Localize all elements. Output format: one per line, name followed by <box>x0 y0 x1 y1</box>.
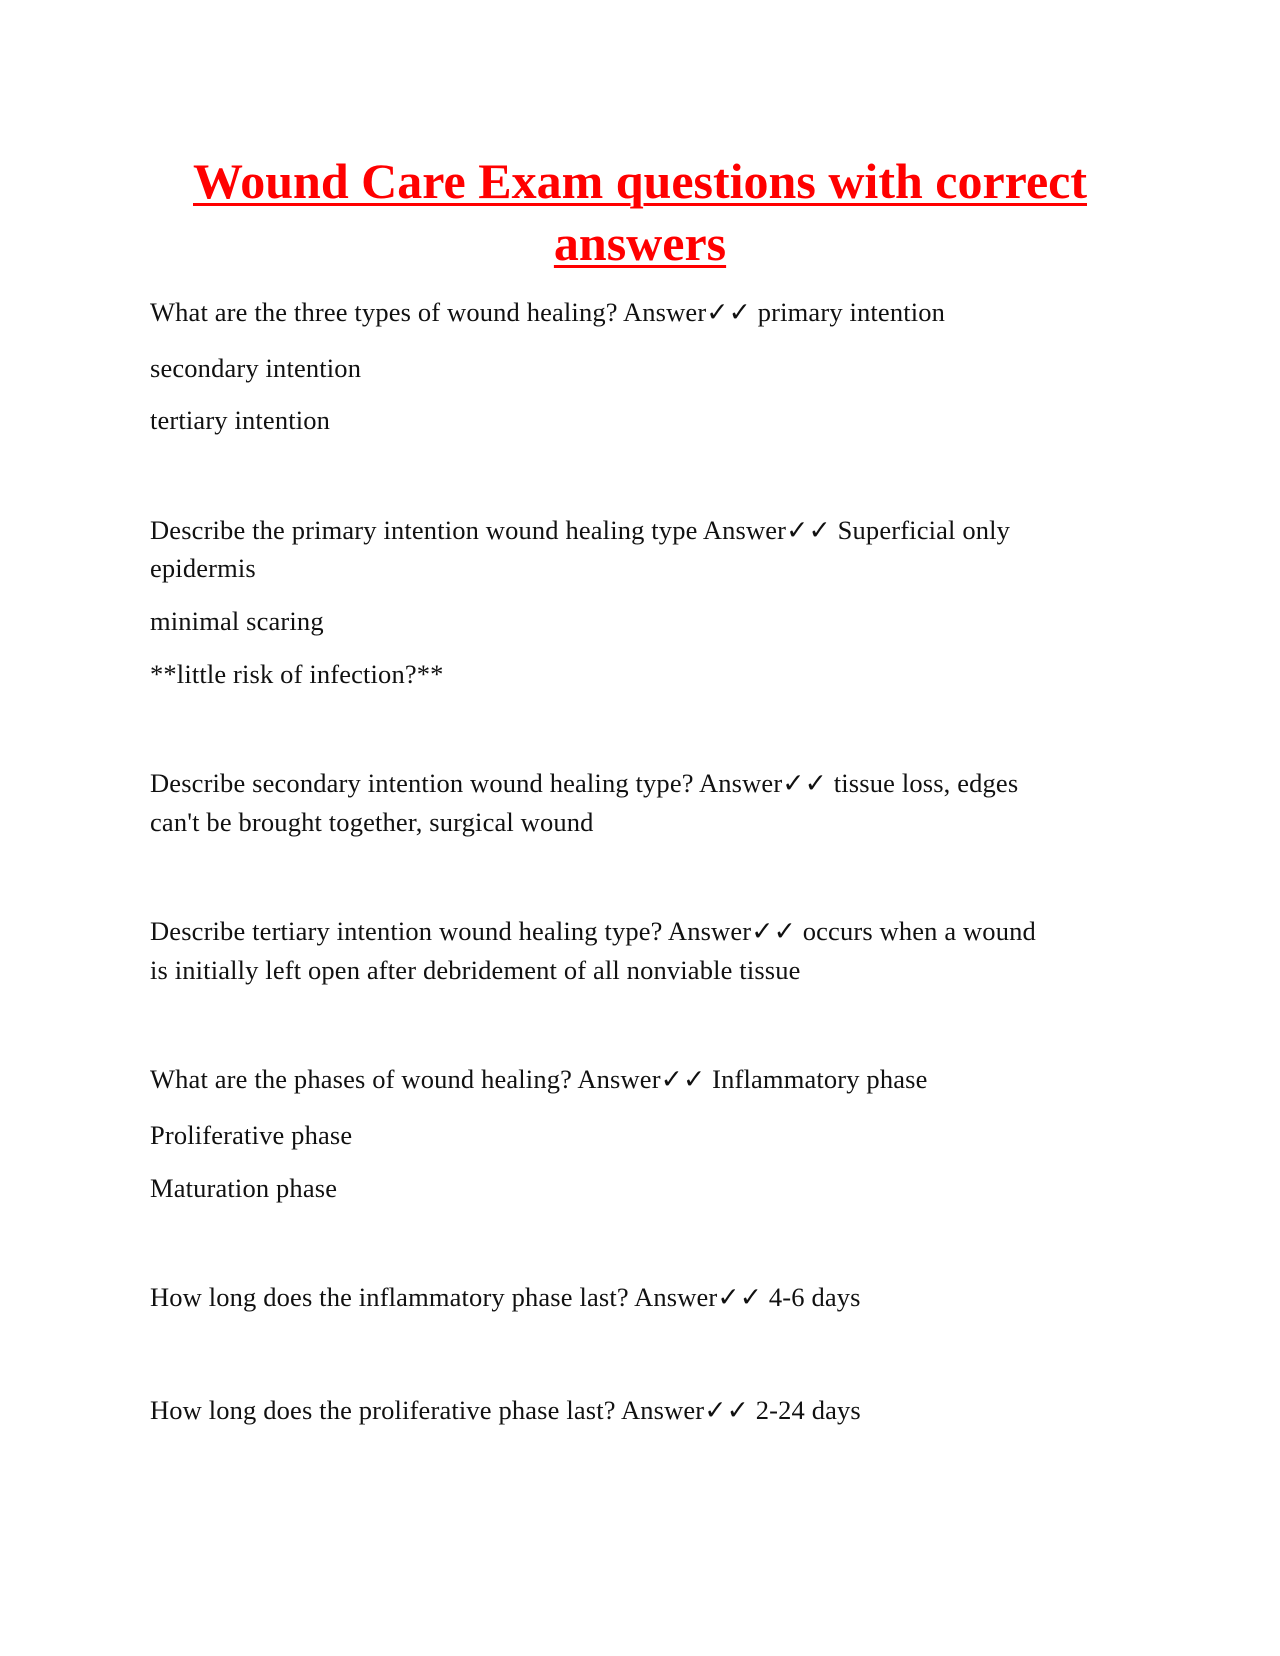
qa-6-question-answer: How long does the inflammatory phase last? Answer✓✓ 4-6 days <box>150 1282 861 1312</box>
qa-2-answer-line-3: **little risk of infection?** <box>150 659 444 689</box>
qa-1-question-answer: What are the three types of wound healing? Answer✓✓ primary intention <box>150 297 946 327</box>
qa-1-answer-line-2: secondary intention <box>150 353 362 383</box>
qa-1-answer-line-3: tertiary intention <box>150 405 331 435</box>
qa-2-question-answer: Describe the primary intention wound healing type Answer✓✓ Superficial only <box>150 515 1011 545</box>
document-title: Wound Care Exam questions with correct answers <box>193 153 1087 271</box>
qa-5-answer-line-3: Maturation phase <box>150 1173 338 1203</box>
qa-2-question-answer-cont: epidermis <box>150 553 256 583</box>
qa-4-question-answer-cont: is initially left open after debridement of all nonviable tissue <box>150 955 801 985</box>
qa-7-question-answer: How long does the proliferative phase last? Answer✓✓ 2-24 days <box>150 1395 861 1425</box>
qa-3-question-answer: Describe secondary intention wound healing type? Answer✓✓ tissue loss, edges <box>150 768 1019 798</box>
qa-5-answer-line-2: Proliferative phase <box>150 1120 353 1150</box>
qa-5-question-answer: What are the phases of wound healing? Answer✓✓ Inflammatory phase <box>150 1064 928 1094</box>
qa-2-answer-line-2: minimal scaring <box>150 606 324 636</box>
qa-3-question-answer-cont: can't be brought together, surgical wound <box>150 807 594 837</box>
qa-4-question-answer: Describe tertiary intention wound healing type? Answer✓✓ occurs when a wound <box>150 916 1036 946</box>
